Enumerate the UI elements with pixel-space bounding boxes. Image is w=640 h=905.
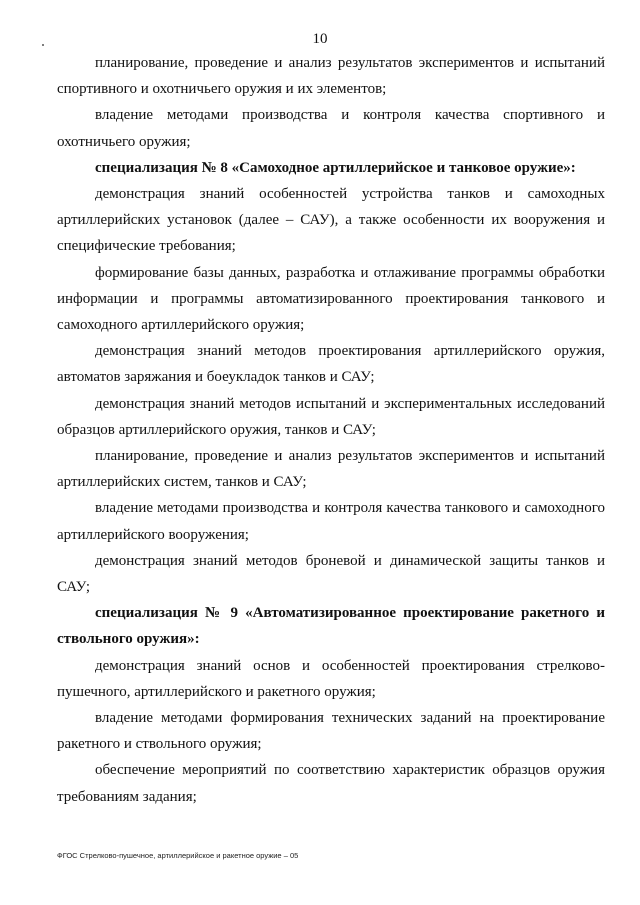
section-heading: специализация № 8 «Самоходное артиллерийское и танковое оружие»: <box>95 159 576 176</box>
paragraph: демонстрация знаний методов броневой и динамической защиты танков и САУ; <box>57 552 605 596</box>
paragraph: демонстрация знаний методов проектирования артиллерийского оружия, автоматов заряжания и боеукладок танков и САУ; <box>57 343 605 386</box>
paragraph: демонстрация знаний основ и особенностей проектирования стрелково-пушечного, артиллерийского и ракетного оружия; <box>57 657 605 700</box>
section-heading: специализация № 9 «Автоматизированное проектирование ракетного и ствольного оружия»: <box>57 605 605 648</box>
paragraph: обеспечение мероприятий по соответствию характеристик образцов оружия требованиям задания; <box>57 762 605 805</box>
paragraph: демонстрация знаний методов испытаний и экспериментальных исследований образцов артиллерийского оружия, танков и САУ; <box>57 395 605 438</box>
paragraph: демонстрация знаний особенностей устройства танков и самоходных артиллерийских установок (далее – САУ), а также особенности их вооружения и специфические требования; <box>57 186 605 255</box>
page-number: 10 <box>312 31 328 47</box>
paragraph: планирование, проведение и анализ результатов экспериментов и испытаний спортивного и охотничьего оружия и их элементов; <box>57 55 605 98</box>
document-body <box>57 50 605 810</box>
paragraph: владение методами производства и контроля качества танкового и самоходного артиллерийского вооружения; <box>57 500 605 543</box>
paragraph: владение методами формирования технических заданий на проектирование ракетного и ствольного оружия; <box>57 710 605 753</box>
paragraph: владение методами производства и контроля качества спортивного и охотничьего оружия; <box>57 107 605 150</box>
paragraph: планирование, проведение и анализ результатов экспериментов и испытаний артиллерийских систем, танков и САУ; <box>57 448 605 491</box>
page-footer: ФГОС Стрелково-пушечное, артиллерийское и ракетное оружие – 05 <box>57 851 299 860</box>
paragraph: формирование базы данных, разработка и отлаживание программы обработки информации и программы автоматизированного проектирования танкового и самоходного артиллерийского оружия; <box>57 264 605 334</box>
